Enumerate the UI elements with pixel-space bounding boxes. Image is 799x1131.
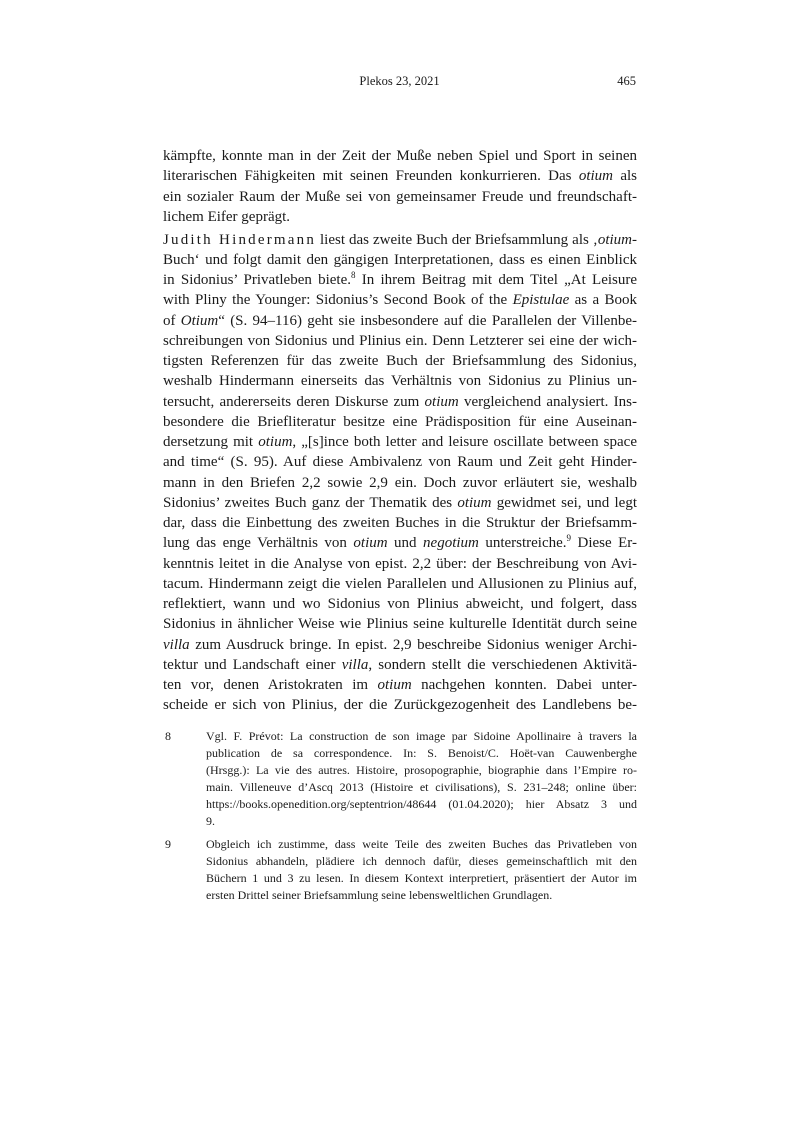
text-run: nachgehen konnten. Dabei unter- [411, 677, 637, 693]
text-line [163, 146, 637, 166]
text-run: ten vor, denen Aristokraten im [163, 677, 378, 693]
text-run: tektur und Landschaft einer [163, 656, 342, 673]
text-run: kämpfte, konnte man in der Zeit der Muße neben Spiel und Sport in seinen [163, 148, 637, 164]
italic-term: negotium [423, 535, 479, 552]
text-line [163, 412, 637, 432]
text-run: of [163, 312, 181, 329]
text-run: ein sozialer Raum der Muße sei von gemeinsamer Freude und freundschaft- [163, 188, 637, 205]
author-name: Judith Hindermann [163, 231, 317, 248]
text-run: gewidmet sei, und legt [491, 494, 637, 511]
text-line [163, 614, 637, 634]
footnote-line: Büchern 1 und 3 zu lesen. In diesem Kontext interpretiert, präsentiert der Autor im [206, 871, 637, 885]
footnote [163, 728, 637, 830]
body-text [163, 146, 637, 716]
footnote-number: 8 [165, 729, 171, 743]
text-line [163, 473, 637, 493]
text-run: Diese Er- [571, 535, 637, 552]
text-run: reflektiert, wann und wo Sidonius von Plinius abweicht, und folgert, dass [163, 596, 637, 612]
text-run: tacum. Hindermann zeigt die vielen Parallelen und Allusionen zu Plinius auf, [163, 575, 637, 592]
italic-term: otium [258, 434, 293, 450]
text-run: dersetzung mit [163, 434, 259, 450]
text-line [163, 250, 637, 270]
text-run: tersucht, andererseits deren Diskurse zum [163, 393, 425, 410]
footnote-line: Obgleich ich zustimme, dass weite Teile des zweiten Buches das Privatleben von [206, 837, 637, 851]
text-line [163, 270, 637, 290]
text-line [163, 392, 637, 412]
text-run: , „[s]ince both letter and leisure oscillate between space [292, 434, 637, 450]
text-run: lung das enge Verhältnis von [163, 535, 354, 552]
text-run: kenntnis leitet in die Analyse von epist. 2,2 über: der Beschreibung von Avi- [163, 555, 637, 572]
footnote-ref[interactable]: 9 [566, 533, 572, 544]
text-run: liest das zweite Buch der Briefsammlung als ‚ [316, 231, 598, 248]
italic-term: otium [377, 677, 412, 693]
text-run: Sidonius in ähnlicher Weise wie Plinius seine kulturelle Identität durch seine [163, 616, 637, 633]
text-line [163, 311, 637, 331]
text-run: dar, dass die Einbettung des zweiten Buches in die Struktur der Briefsamm- [163, 515, 637, 531]
text-run: , sondern stellt die verschiedenen Aktivitä- [368, 656, 637, 673]
italic-term: otium [578, 168, 613, 185]
text-run: Sidonius’ zweites Buch ganz der Thematik des [163, 494, 458, 511]
text-line [163, 675, 637, 695]
text-line [163, 513, 637, 533]
italic-term: Epistulae [512, 292, 570, 309]
text-run: und [387, 535, 424, 552]
text-run: zum Ausdruck bringe. In epist. 2,9 beschreibe Sidonius weniger Archi- [189, 636, 637, 653]
text-run: lichem Eifer geprägt. [163, 208, 291, 225]
text-line [163, 230, 637, 250]
footnote-line: Vgl. F. Prévot: La construction de son image par Sidoine Apollinaire à travers la [206, 729, 637, 743]
text-line [163, 166, 637, 186]
text-run: Buch‘ und folgt damit den gängigen Interpretationen, dass es einen Einblick [163, 251, 637, 268]
text-line [163, 351, 637, 371]
italic-term: villa [163, 636, 190, 653]
footnote-line: ersten Drittel seiner Briefsammlung seine lebensweltlichen Grundlagen. [206, 888, 553, 902]
running-header-journal: Plekos 23, 2021 [359, 74, 440, 88]
text-run: vergleichend analysiert. Ins- [458, 393, 637, 410]
text-line [163, 452, 637, 472]
italic-term: otium [457, 494, 492, 511]
text-line [163, 187, 637, 207]
text-run: besondere die Briefliteratur besitze eine Prädisposition für eine Auseinan- [163, 413, 637, 430]
text-line [163, 493, 637, 513]
italic-term: otium [353, 535, 388, 552]
text-line [163, 331, 637, 351]
text-run: with Pliny the Younger: Sidonius’s Second Book of the [163, 292, 513, 309]
text-run: scheide er sich von Plinius, der die Zurückgezogenheit des Landlebens be- [163, 697, 637, 714]
footnote-line: (Hrsgg.): La vie des autres. Histoire, prosopographie, biographie dans l’Empire ro- [206, 763, 637, 777]
text-run: weshalb Hindermann einerseits das Verhältnis von Sidonius zu Plinius un- [163, 373, 637, 390]
text-run: In ihrem Beitrag mit dem Titel „At Leisure [355, 272, 638, 288]
text-line [163, 207, 637, 227]
paragraph [163, 146, 637, 227]
footnote-number: 9 [165, 837, 171, 851]
text-line [163, 695, 637, 715]
footnote-line: Sidonius abhandeln, plädiere ich dennoch dafür, dieses gemeinschaftlich mit den [206, 854, 637, 868]
italic-term: Otium [180, 312, 219, 329]
paragraph [163, 230, 637, 716]
footnotes [163, 728, 637, 910]
text-line [163, 533, 637, 553]
text-run: unterstreiche. [478, 535, 567, 552]
text-run: “ (S. 94–116) geht sie insbesondere auf die Parallelen der Villenbe- [218, 312, 637, 329]
text-run: mann in den Briefen 2,2 sowie 2,9 ein. Doch zuvor erläutert sie, weshalb [163, 474, 637, 491]
footnote-ref[interactable]: 8 [351, 270, 356, 280]
text-run: literarischen Fähigkeiten mit seinen Freunden konkurrieren. Das [163, 168, 579, 185]
italic-term: villa [341, 656, 369, 673]
text-line [163, 371, 637, 391]
footnote-line: https://books.openedition.org/septentrion/48644 (01.04.2020); hier Absatz 3 und [206, 797, 637, 811]
text-line [163, 290, 637, 310]
text-run: as a Book [569, 292, 637, 309]
footnote-line: main. Villeneuve d’Ascq 2013 (Histoire et civilisations), S. 231–248; online über: [206, 780, 637, 794]
text-line [163, 655, 637, 675]
page-number: 465 [617, 74, 636, 88]
text-run: and time“ (S. 95). Auf diese Ambivalenz von Raum und Zeit geht Hinder- [163, 454, 637, 471]
text-run: in Sidonius’ Privatleben biete. [163, 272, 351, 288]
italic-term: otium- [597, 231, 637, 248]
footnote-line: publication de sa correspondence. In: S. Benoist/C. Hoët-van Cauwenberghe [206, 746, 637, 760]
text-line [163, 594, 637, 614]
footnote [163, 836, 637, 904]
text-run: als [613, 168, 637, 185]
text-line [163, 574, 637, 594]
text-line [163, 554, 637, 574]
footnote-line: 9. [206, 814, 215, 828]
text-line [163, 635, 637, 655]
text-run: schreibungen von Sidonius und Plinius ein. Denn Letzterer sei eine der wich- [163, 332, 637, 349]
italic-term: otium [424, 393, 459, 410]
text-line [163, 432, 637, 452]
text-run: tigsten Referenzen für das zweite Buch der Briefsammlung des Sidonius, [163, 353, 637, 369]
